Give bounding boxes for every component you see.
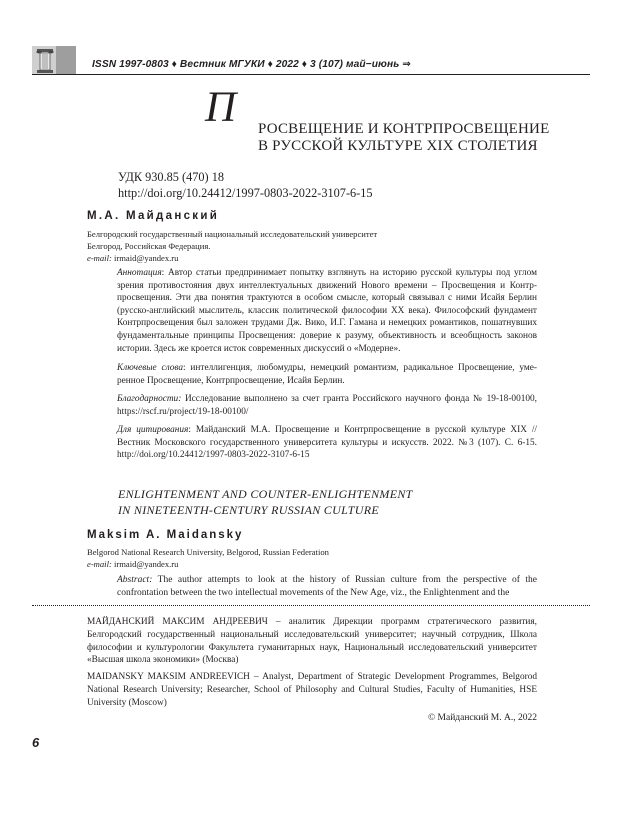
journal-logo-column-icon xyxy=(32,46,76,74)
acknowledgements-text: Исследование выполнено за счет гранта Российского научного фонда № 19-18-00100, https://rscf.ru/project/19-18-00100/ xyxy=(117,394,537,417)
author-name-ru: М.А. Майданский xyxy=(87,210,220,222)
annotation-text: : Автор статьи предпринимает попытку взглянуть на историю русской культуры под углом зрения противостояния двух интеллектуальных движений Нового времени – Просвещения и Контр-просвещения. Эти два понятия трактуются в особом смысле, который связывал с ними Исайя Берлин (русско-английский мыслитель, классик политической философии ХХ века). Философский фундамент Контрпросвещения был заложен трудами Дж. Вико, И.Г. Гамана и немецких романтиков, пошатнувших фундаментальные принципы Просвещения: доверие к разуму, объективность и всеобщность законов истории. Здесь же кроется исток современных дискуссий о «Модерне». xyxy=(117,268,537,354)
annotation-label: Аннотация xyxy=(117,268,162,278)
author-affiliation-en: Belgorod National Research University, Belgorod, Russian Federation xyxy=(87,547,329,557)
email-label-en: e-mail: xyxy=(87,559,112,569)
doi-link[interactable]: http://doi.org/10.24412/1997-0803-2022-3107-6-15 xyxy=(118,186,373,200)
author-affiliation-ru: Белгородский государственный национальный исследовательский университет xyxy=(87,229,378,239)
citation-text: : Майданский М.А. Просвещение и Контрпросвещение в русской культуре XIX // Вестник Московского государственного университета культуры и искусств. 2022. №3 (107). С. 6-15. http://doi.org/10.24412/1997-0803-2022-3107-6-15 xyxy=(117,425,537,461)
abstract-text: The author attempts to look at the history of Russian culture from the perspective of the confrontation between the two intellectual movements of the New Age, viz., the Enlightenment and the xyxy=(117,575,537,598)
udk-code: УДК 930.85 (470) 18 xyxy=(118,170,225,184)
article-title-line2: В РУССКОЙ КУЛЬТУРЕ XIX СТОЛЕТИЯ xyxy=(258,138,538,154)
citation-label: Для цитирования xyxy=(117,425,189,435)
author-email-ru xyxy=(87,253,178,263)
acknowledgements-label: Благодарности: xyxy=(117,394,182,404)
abstract-label: Abstract: xyxy=(117,575,153,585)
footnote-en: MAIDANSKY MAKSIM ANDREEVICH – Analyst, Department of Strategic Development Programmes, Belgorod National Research University; Researcher, School of Philosophy and Cultural Studies, Faculty of Humanities, HSE University (Moscow) xyxy=(87,672,537,708)
acknowledgements-paragraph xyxy=(117,393,537,418)
author-name-en: Maksim A. Maidansky xyxy=(87,529,244,541)
english-title-line2: IN NINETEENTH-CENTURY RUSSIAN CULTURE xyxy=(118,503,380,517)
annotation-paragraph xyxy=(117,267,537,355)
journal-header-line: ISSN 1997-0803 ♦ Вестник МГУКИ ♦ 2022 ♦ 3 (107) май−июнь ⇒ xyxy=(92,59,411,70)
title-initial-letter: П xyxy=(205,84,237,131)
email-link-en[interactable]: irmaid@yandex.ru xyxy=(113,559,179,569)
keywords-paragraph xyxy=(117,362,537,387)
author-email-en xyxy=(87,559,178,569)
header-rule xyxy=(32,74,590,75)
article-title-line1: РОСВЕЩЕНИЕ И КОНТРПРОСВЕЩЕНИЕ xyxy=(258,121,550,137)
keywords-label: Ключевые слова xyxy=(117,363,184,373)
citation-paragraph xyxy=(117,424,537,462)
author-city-ru: Белгород, Российская Федерация. xyxy=(87,241,211,251)
footnote-ru: МАЙДАНСКИЙ МАКСИМ АНДРЕЕВИЧ – аналитик Дирекции программ стратегического развития, Белгородский государственный национальный исследовательский университет; научный сотрудник, Школа философии и культурологии Факультета гуманитарных наук, Национальный исследовательский университет «Высшая школа экономики» (Москва) xyxy=(87,617,537,666)
footnote-separator xyxy=(32,605,590,606)
copyright: © Майданский М. А., 2022 xyxy=(427,713,537,723)
abstract-paragraph xyxy=(117,574,537,600)
english-title-line1: ENLIGHTENMENT AND COUNTER-ENLIGHTENMENT xyxy=(118,487,413,501)
email-link[interactable]: irmaid@yandex.ru xyxy=(113,253,179,263)
email-label: e-mail: xyxy=(87,253,112,263)
page-number: 6 xyxy=(32,735,40,750)
keywords-text: : интеллигенция, любомудры, немецкий романтизм, радикальное Просвещение, уме-ренное Просвещение, Контрпросвещение, Исайя Берлин. xyxy=(117,363,537,386)
